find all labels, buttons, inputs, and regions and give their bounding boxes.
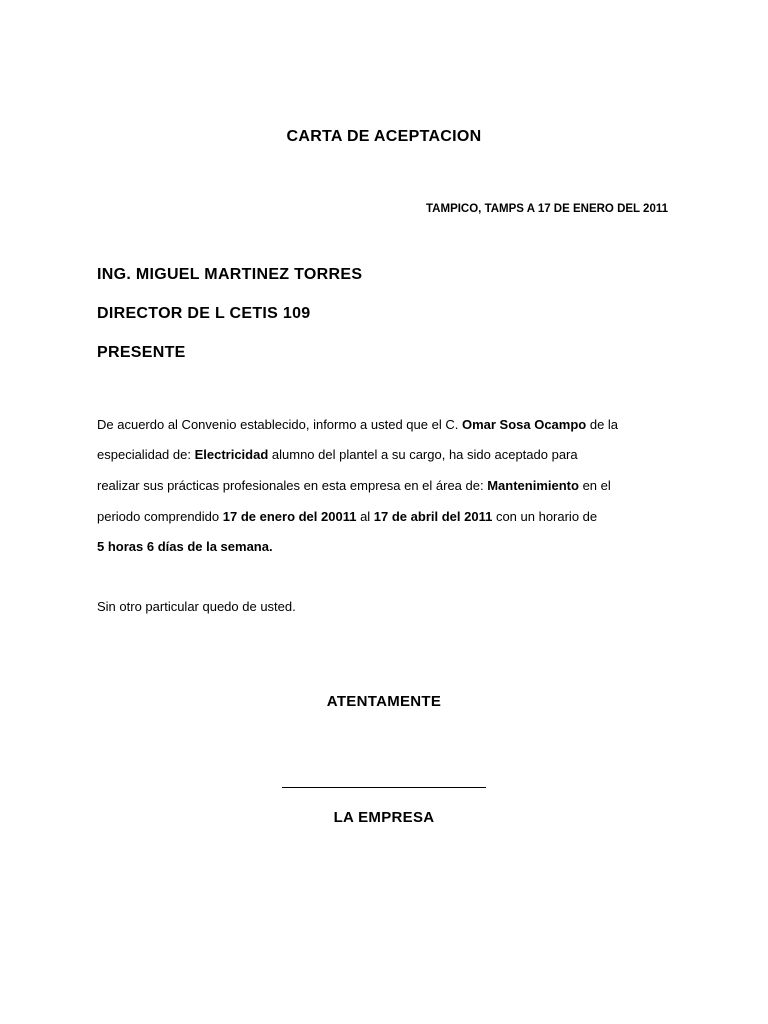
recipient-greeting: PRESENTE	[97, 344, 186, 361]
body-text: al	[356, 509, 374, 524]
body-text: periodo comprendido	[97, 509, 223, 524]
body-text: realizar sus prácticas profesionales en esta empresa en el área de:	[97, 478, 488, 493]
letter-title: CARTA DE ACEPTACION	[286, 128, 482, 145]
body-text: alumno del plantel a su cargo, ha sido aceptado para	[268, 447, 578, 462]
body-text: con un horario de	[492, 509, 598, 524]
place-date: TAMPICO, TAMPS A 17 DE ENERO DEL 2011	[426, 203, 668, 215]
body-text: de la	[586, 417, 619, 432]
body-line-5	[97, 539, 273, 554]
practice-area: Mantenimiento	[487, 478, 579, 493]
body-text: De acuerdo al Convenio establecido, informo a usted que el C.	[97, 417, 462, 432]
body-line-4	[97, 509, 597, 524]
schedule: 5 horas 6 días de la semana.	[97, 539, 273, 554]
signature-line	[282, 787, 486, 788]
closing: ATENTAMENTE	[326, 693, 442, 710]
recipient-name: ING. MIGUEL MARTINEZ TORRES	[97, 266, 363, 283]
body-text: especialidad de:	[97, 447, 195, 462]
farewell: Sin otro particular quedo de usted.	[97, 599, 296, 614]
body-line-3	[97, 478, 611, 493]
body-line-2	[97, 447, 578, 462]
signature-company: LA EMPRESA	[333, 809, 435, 826]
end-date: 17 de abril del 2011	[373, 509, 493, 524]
student-name: Omar Sosa Ocampo	[461, 417, 587, 432]
recipient-position: DIRECTOR DE L CETIS 109	[97, 305, 311, 322]
body-line-1	[97, 417, 618, 432]
specialty: Electricidad	[194, 447, 269, 462]
body-text: en el	[578, 478, 611, 493]
start-date: 17 de enero del 20011	[222, 509, 357, 524]
